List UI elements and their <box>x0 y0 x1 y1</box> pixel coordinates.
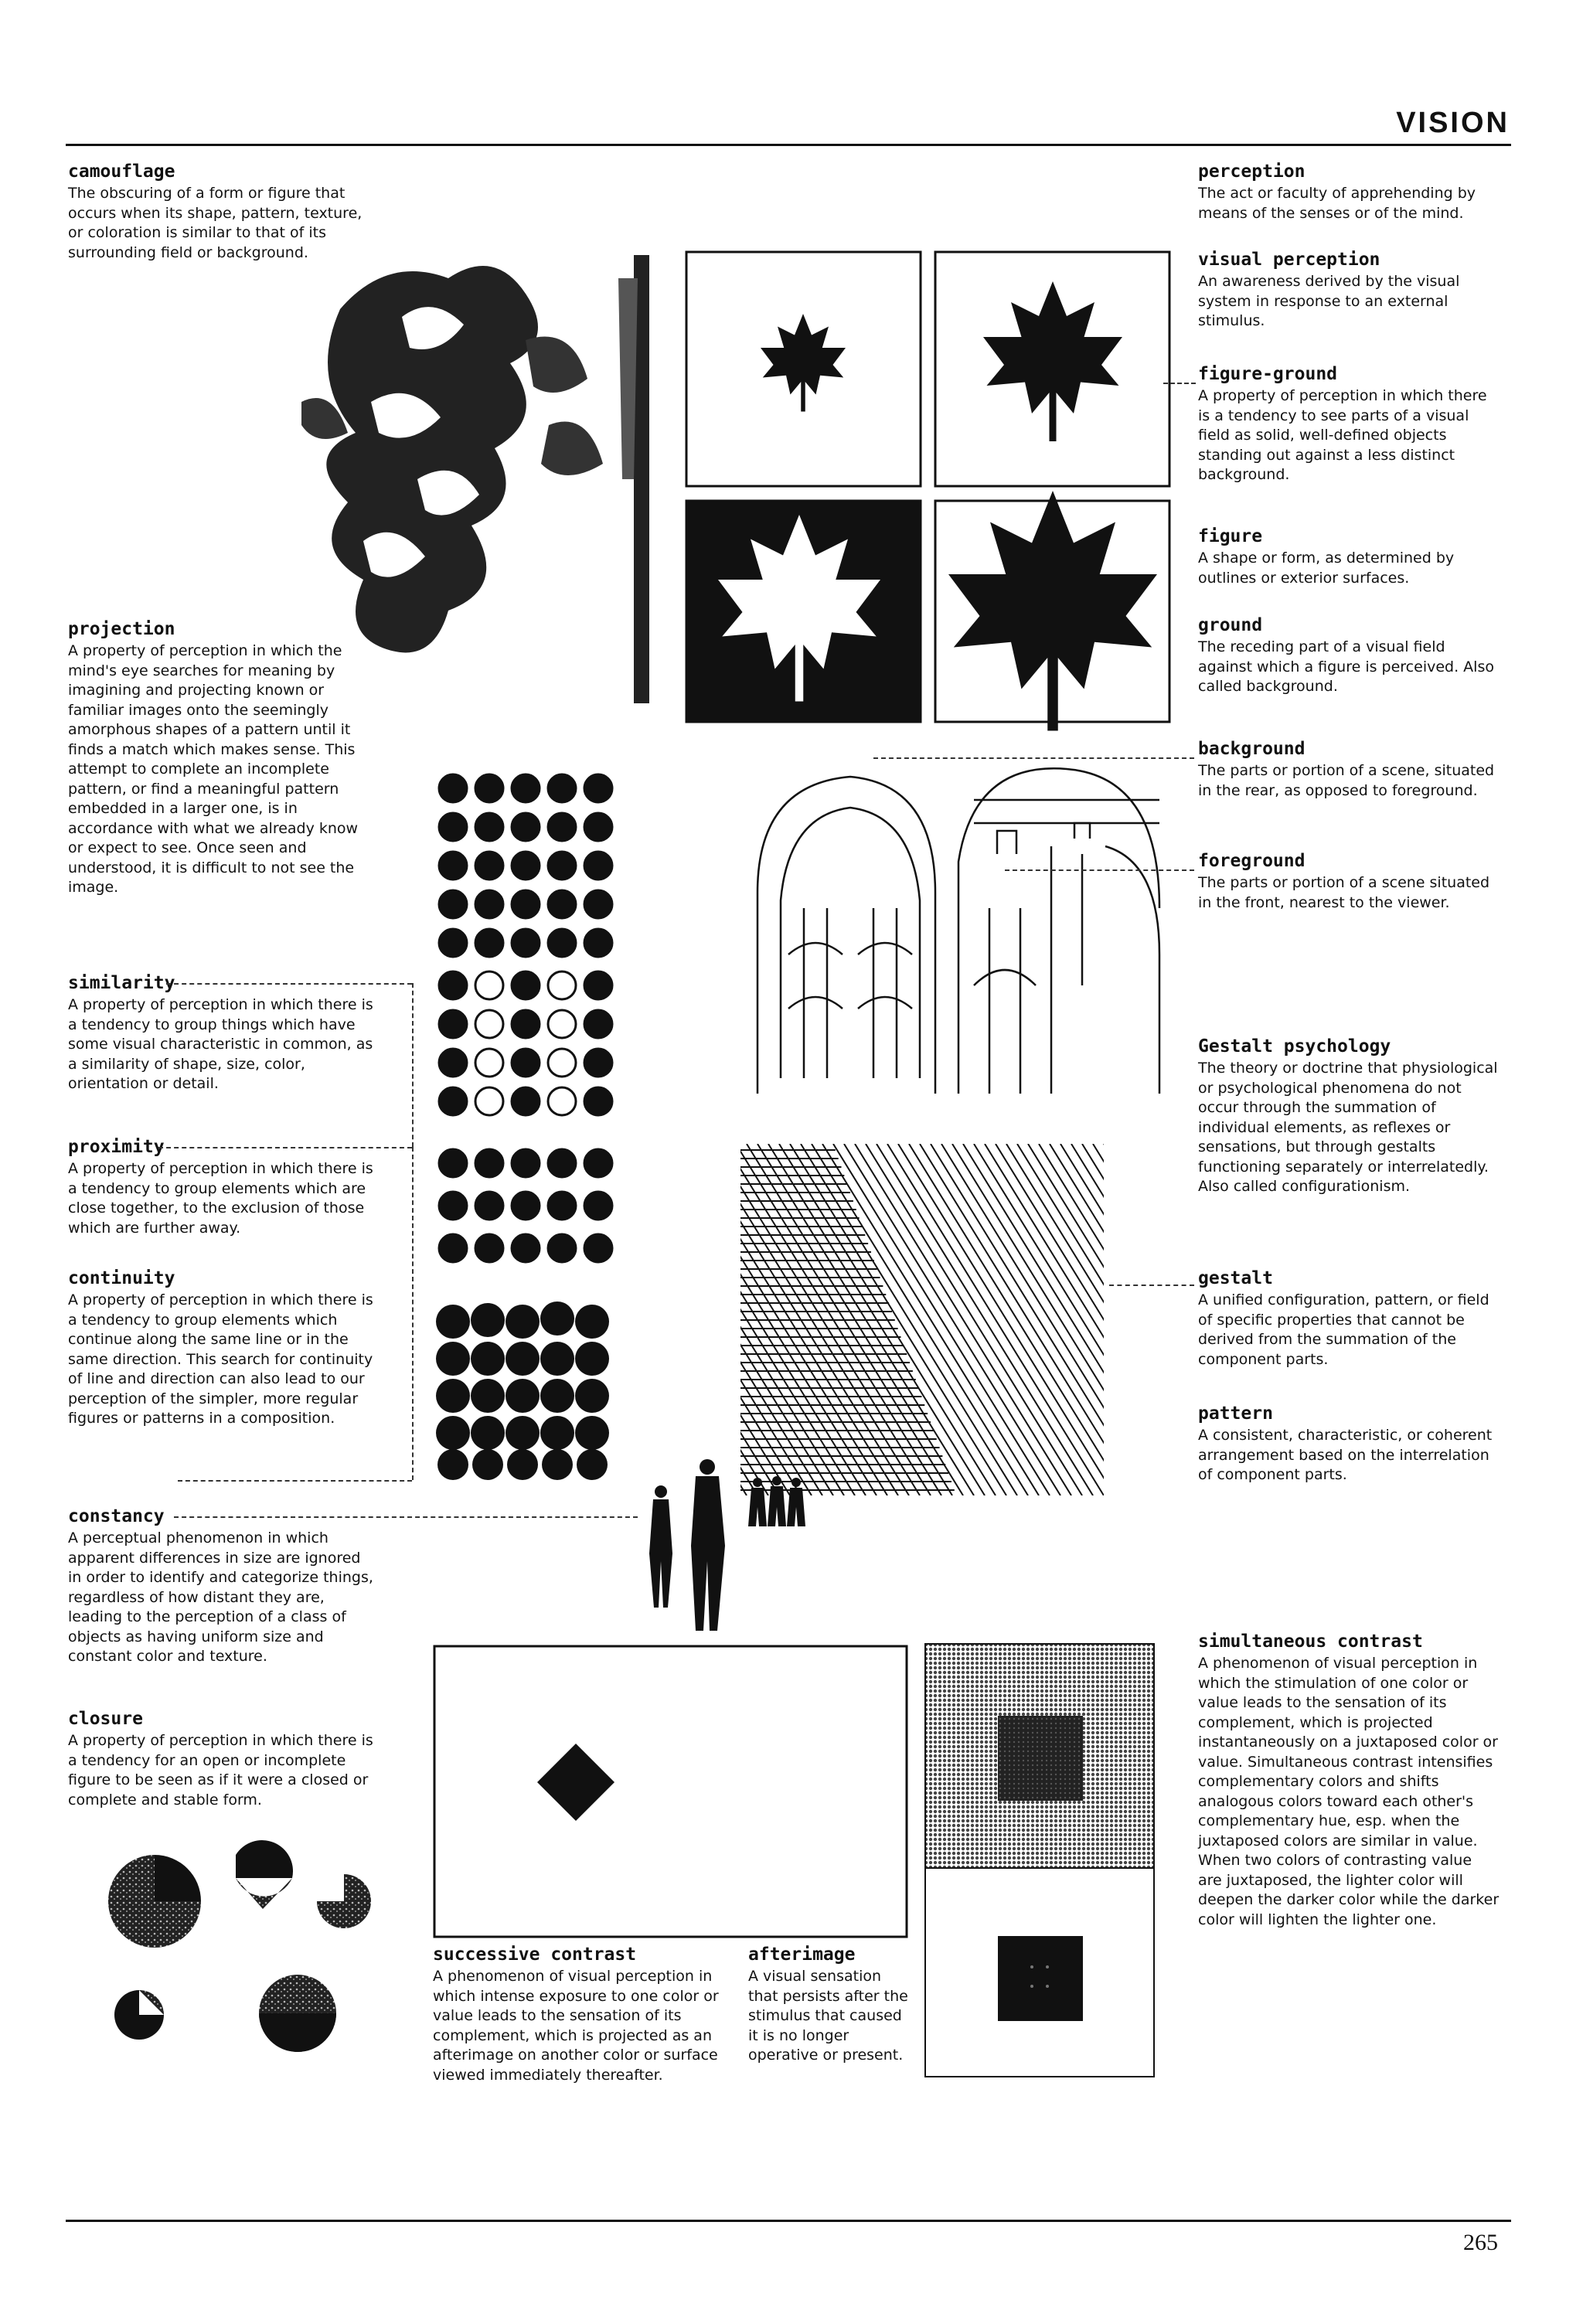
entry-figure-ground <box>1198 363 1500 485</box>
proximity-dot <box>439 1234 467 1262</box>
pattern-line <box>898 1144 1104 1495</box>
projection-dot <box>439 813 467 841</box>
leader-background <box>873 757 1194 759</box>
proximity-dot <box>439 1149 467 1177</box>
term-gestalt-psychology: Gestalt psychology <box>1198 1036 1391 1057</box>
term-background: background <box>1198 739 1306 759</box>
entry-foreground <box>1198 850 1500 913</box>
similarity-dot <box>512 1087 540 1115</box>
proximity-dot <box>475 1192 503 1220</box>
definition-perception: The act or faculty of apprehending by means of the senses or of the mind. <box>1198 185 1476 222</box>
similarity-dot <box>439 1049 467 1077</box>
pattern-line <box>920 1144 1104 1495</box>
leader-foreground <box>1005 869 1194 871</box>
projection-dot <box>475 929 503 957</box>
similarity-dot <box>475 1010 503 1038</box>
projection-dot <box>548 890 576 918</box>
similarity-dot <box>512 1049 540 1077</box>
projection-dot <box>475 774 503 802</box>
term-visual-perception: visual perception <box>1198 250 1380 270</box>
definition-projection: A property of perception in which the mind's eye searches for meaning by imagining and projecting known or familiar images onto the seemingly amorphous shapes of a pattern until it finds a match which makes sense. This attempt to complete an incomplete pattern, or find a meaningful pattern embedded in a larger one, is in accordance with what we already know or expect to see. Once seen and understood, it is difficult to not see the image. <box>68 642 359 896</box>
term-camouflage: camouflage <box>68 162 175 182</box>
architecture-arches-illustration <box>742 754 1163 1109</box>
similarity-dot <box>512 971 540 999</box>
simultaneous-contrast-boxes <box>924 1642 1163 2083</box>
term-constancy: constancy <box>68 1506 165 1526</box>
successive-contrast-box <box>433 1645 908 1938</box>
definition-visual-perception: An awareness derived by the visual system in response to an external stimulus. <box>1198 273 1460 329</box>
definition-similarity: A property of perception in which there is a tendency to group things which have some visual characteristic in common, as a similarity of shape, size, color, orientation or detail. <box>68 996 373 1092</box>
entry-pattern <box>1198 1403 1500 1485</box>
dark-square <box>998 1716 1083 1801</box>
camouflage-ivy-illustration <box>294 247 657 719</box>
entry-ground <box>1198 614 1500 697</box>
similarity-dot <box>584 1010 612 1038</box>
leader-continuity-bracket <box>412 1147 414 1480</box>
definition-ground: The receding part of a visual field against which a figure is perceived. Also called background. <box>1198 638 1494 695</box>
term-continuity: continuity <box>68 1268 175 1288</box>
proximity-dot <box>548 1234 576 1262</box>
projection-dot <box>548 813 576 841</box>
proximity-dot <box>584 1149 612 1177</box>
similarity-dot <box>584 1049 612 1077</box>
definition-foreground: The parts or portion of a scene situated in the front, nearest to the viewer. <box>1198 874 1490 911</box>
similarity-dot <box>584 1087 612 1115</box>
definition-gestalt: A unified configuration, pattern, or field of specific properties that cannot be derived from the summation of the component parts. <box>1198 1291 1489 1368</box>
term-pattern: pattern <box>1198 1404 1273 1424</box>
entry-perception <box>1198 161 1500 223</box>
entry-closure <box>68 1708 373 1810</box>
closure-circles <box>85 1839 379 2071</box>
entry-constancy <box>68 1506 373 1667</box>
projection-dot <box>584 774 612 802</box>
entry-gestalt-psychology <box>1198 1036 1500 1197</box>
entry-successive-contrast <box>433 1944 727 2085</box>
similarity-dot <box>584 971 612 999</box>
projection-dot <box>512 890 540 918</box>
proximity-dot <box>548 1149 576 1177</box>
figure-ground-leaves <box>683 249 1178 725</box>
projection-dot <box>475 890 503 918</box>
definition-background: The parts or portion of a scene, situated in the rear, as opposed to foreground. <box>1198 762 1495 799</box>
entry-proximity <box>68 1136 373 1238</box>
projection-dot <box>548 852 576 880</box>
leader-gestalt <box>1109 1284 1194 1286</box>
definition-proximity: A property of perception in which there is a tendency to group elements which are close together, to the exclusion of those which are further away. <box>68 1160 373 1237</box>
definition-closure: A property of perception in which there is a tendency for an open or incomplete figure to be seen as if it were a closed or complete and stable form. <box>68 1732 373 1809</box>
definition-gestalt-psychology: The theory or doctrine that physiological or psychological phenomena do not occur through the summation of individual elements, as reflexes or sensations, but through gestalts functioning separately or interrelatedly. Also called configurationism. <box>1198 1060 1498 1195</box>
term-proximity: proximity <box>68 1137 165 1157</box>
definition-pattern: A consistent, characteristic, or coherent arrangement based on the interrelation of component parts. <box>1198 1427 1493 1483</box>
entry-figure <box>1198 526 1500 588</box>
projection-dot <box>512 929 540 957</box>
projection-dot <box>475 813 503 841</box>
similarity-dot <box>439 1010 467 1038</box>
header-rule <box>66 144 1511 146</box>
entry-gestalt <box>1198 1267 1500 1370</box>
pattern-line <box>1071 1144 1104 1495</box>
definition-camouflage: The obscuring of a form or figure that occurs when its shape, pattern, texture, or coloration is similar to that of its surrounding field or background. <box>68 185 363 261</box>
entry-visual-perception <box>1198 249 1500 332</box>
projection-dot <box>439 890 467 918</box>
proximity-dot <box>584 1234 612 1262</box>
projection-dot <box>584 813 612 841</box>
similarity-dot <box>475 1087 503 1115</box>
similarity-dot <box>548 1010 576 1038</box>
entry-continuity <box>68 1267 373 1429</box>
definition-figure-ground: A property of perception in which there is a tendency to see parts of a visual field as solid, well-defined objects standing out against a less distinct background. <box>1198 387 1487 483</box>
definition-figure: A shape or form, as determined by outlines or exterior surfaces. <box>1198 550 1455 587</box>
term-afterimage: afterimage <box>748 1945 856 1965</box>
proximity-dot <box>512 1192 540 1220</box>
term-ground: ground <box>1198 615 1263 635</box>
pattern-line <box>1050 1144 1104 1495</box>
projection-dot <box>475 852 503 880</box>
term-foreground: foreground <box>1198 851 1306 871</box>
similarity-dot <box>548 1049 576 1077</box>
term-perception: perception <box>1198 162 1306 182</box>
term-gestalt: gestalt <box>1198 1268 1273 1288</box>
projection-dot <box>439 852 467 880</box>
similarity-dot <box>548 1087 576 1115</box>
definition-simultaneous-contrast: A phenomenon of visual perception in which the stimulation of one color or value leads to the sensation of its complement, which is projected instantaneously on a juxtaposed color or value. Simultaneous contrast intensifies complementary colors and shifts analogous colors toward each other's complementary hue, esp. when the juxtaposed colors are similar in value. When two colors of contrasting value are juxtaposed, the lighter color will deepen the darker color while the darker color will lighten the lighter one. <box>1198 1655 1500 1928</box>
leader-proximity <box>158 1147 412 1148</box>
leader-continuity <box>178 1480 412 1482</box>
similarity-dot <box>548 971 576 999</box>
pattern-line <box>1006 1144 1104 1495</box>
proximity-dot <box>512 1149 540 1177</box>
projection-dot <box>548 774 576 802</box>
definition-afterimage: A visual sensation that persists after the stimulus that caused it is no longer operative or present. <box>748 1968 908 2064</box>
entry-background <box>1198 738 1500 801</box>
term-simultaneous-contrast: simultaneous contrast <box>1198 1632 1423 1652</box>
term-projection: projection <box>68 619 175 639</box>
definition-constancy: A perceptual phenomenon in which apparent differences in size are ignored in order to identify and categorize things, regardless of how distant they are, leading to the perception of a class of objects as having uniform size and constant color and texture. <box>68 1529 373 1665</box>
term-figure-ground: figure-ground <box>1198 364 1338 384</box>
proximity-dot <box>584 1192 612 1220</box>
term-figure: figure <box>1198 526 1263 546</box>
proximity-dot <box>475 1149 503 1177</box>
leader-constancy <box>174 1516 638 1518</box>
projection-dot <box>512 813 540 841</box>
proximity-dot <box>512 1234 540 1262</box>
proximity-dot <box>439 1192 467 1220</box>
proximity-dot <box>548 1192 576 1220</box>
footer-rule <box>66 2220 1511 2222</box>
definition-successive-contrast: A phenomenon of visual perception in which intense exposure to one color or value leads to the sensation of its complement, which is projected as an afterimage on another color or surface viewed immediately thereafter. <box>433 1968 719 2084</box>
definition-continuity: A property of perception in which there is a tendency to group elements which continue along the same line or in the same direction. This search for continuity of line and direction can also lead to our perception of the simpler, more regular figures or patterns in a composition. <box>68 1291 373 1427</box>
similarity-dot <box>475 1049 503 1077</box>
entry-simultaneous-contrast <box>1198 1631 1500 1930</box>
pattern-line <box>1093 1144 1104 1495</box>
continuity-dot-mass <box>430 1298 631 1484</box>
entry-afterimage <box>748 1944 914 2066</box>
projection-dot <box>584 929 612 957</box>
dot-grids-illustration <box>430 765 631 1291</box>
similarity-dot <box>475 971 503 999</box>
pattern-line <box>985 1144 1104 1495</box>
leader-similarity <box>166 983 412 985</box>
projection-dot <box>439 774 467 802</box>
leader-similarity-bracket <box>412 983 414 1147</box>
similarity-dot <box>512 1010 540 1038</box>
term-successive-contrast: successive contrast <box>433 1945 637 1965</box>
projection-dot <box>584 852 612 880</box>
proximity-dot <box>475 1234 503 1262</box>
projection-dot <box>512 852 540 880</box>
term-similarity: similarity <box>68 973 175 993</box>
projection-dot <box>439 929 467 957</box>
similarity-dot <box>439 971 467 999</box>
gestalt-line-pattern <box>740 1144 1104 1495</box>
leader-figure-ground <box>1163 383 1196 384</box>
entry-similarity <box>68 972 373 1094</box>
projection-dot <box>512 774 540 802</box>
section-title: VISION <box>1396 107 1510 139</box>
constancy-silhouettes <box>634 1453 835 1646</box>
projection-dot <box>584 890 612 918</box>
projection-dot <box>548 929 576 957</box>
term-closure: closure <box>68 1709 143 1729</box>
page-number: 265 <box>1463 2230 1498 2255</box>
black-square <box>998 1936 1083 2021</box>
similarity-dot <box>439 1087 467 1115</box>
pattern-line <box>941 1144 1104 1495</box>
